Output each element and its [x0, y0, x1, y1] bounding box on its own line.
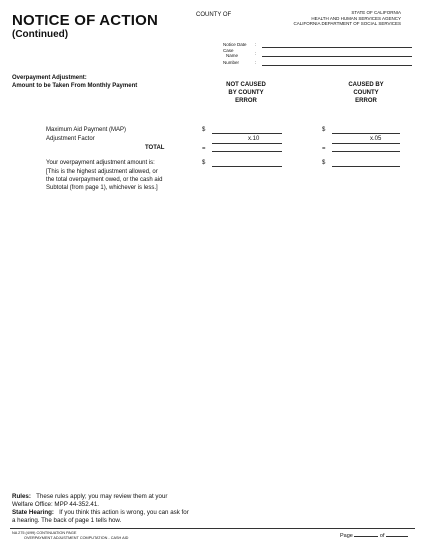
rules-line1	[12, 493, 212, 501]
rules-label: Rules:	[12, 493, 31, 500]
adjustment-note	[46, 168, 176, 192]
case-name-label: Name	[226, 53, 239, 58]
dollar-sign: $	[202, 127, 206, 133]
note-line3: Subtotal (from page 1), whichever is less.]	[46, 185, 158, 191]
page-total-field[interactable]	[386, 536, 408, 537]
overpayment-heading-line2: Amount to be Taken From Monthly Payment	[12, 83, 138, 89]
equals-sign: =	[202, 146, 206, 152]
notice-date-field[interactable]	[262, 47, 412, 48]
footer-divider	[10, 528, 415, 529]
caused-line1: CAUSED BY	[348, 82, 384, 88]
map-col2-field[interactable]	[332, 133, 400, 134]
adjustment-factor-label: Adjustment Factor	[46, 136, 95, 142]
page-counter	[340, 533, 408, 539]
county-label: COUNTY OF	[196, 12, 232, 18]
caused-line3: ERROR	[355, 98, 377, 104]
factor-col1-value: x.10	[248, 136, 260, 142]
form-subtitle: (Continued)	[12, 29, 69, 40]
caused-heading	[331, 81, 401, 105]
not-caused-heading	[211, 81, 281, 105]
hearing-label: State Hearing:	[12, 509, 54, 516]
case-name-field[interactable]	[262, 56, 412, 57]
not-caused-line2: BY COUNTY	[228, 90, 264, 96]
notice-date-label: Notice Date	[223, 42, 247, 47]
number-field[interactable]	[262, 65, 412, 66]
rules-line2: Welfare Office: MPP 44-352.41.	[12, 501, 100, 508]
dollar-sign: $	[322, 127, 326, 133]
map-col1-field[interactable]	[212, 133, 282, 134]
total-col2-field[interactable]	[332, 151, 400, 152]
overpayment-heading-line1: Overpayment Adjustment:	[12, 75, 87, 81]
factor-col2-value: x.05	[370, 136, 382, 142]
form-id: NA 275 (4/99) CONTINUATION PAGE	[12, 531, 77, 535]
colon: :	[255, 42, 257, 47]
number-label: Number	[223, 60, 240, 65]
rules-text: These rules apply; you may review them at your	[36, 493, 168, 500]
not-caused-line3: ERROR	[235, 98, 257, 104]
agency-line-state: STATE OF CALIFORNIA	[351, 10, 401, 15]
note-line2: the total overpayment owed, or the cash aid	[46, 177, 163, 183]
dollar-sign: $	[202, 160, 206, 166]
agency-line-hhs: HEALTH AND HUMAN SERVICES AGENCY	[311, 15, 401, 21]
overpayment-heading	[12, 74, 137, 90]
note-line1: [This is the highest adjustment allowed, or	[46, 169, 158, 175]
not-caused-line1: NOT CAUSED	[226, 82, 266, 88]
equals-sign: =	[322, 146, 326, 152]
total-label: TOTAL	[145, 145, 165, 151]
total-col1-field[interactable]	[212, 151, 282, 152]
colon: :	[255, 60, 257, 65]
dollar-sign: $	[322, 160, 326, 166]
hearing-text: If you think this action is wrong, you can ask for	[59, 509, 189, 516]
colon: :	[255, 51, 257, 56]
page-number-field[interactable]	[354, 536, 378, 537]
map-label: Maximum Aid Payment (MAP)	[46, 127, 127, 133]
case-label: Case	[223, 48, 234, 53]
of-label: of	[379, 533, 385, 539]
agency-line-cdss: CALIFORNIA DEPARTMENT OF SOCIAL SERVICES	[293, 21, 401, 26]
amount-col2-field[interactable]	[332, 166, 400, 167]
factor-col2-line	[332, 143, 400, 144]
form-footer	[12, 531, 128, 540]
page-label: Page	[340, 533, 353, 539]
form-description: OVERPAYMENT ADJUSTMENT COMPUTATION - CASH AID	[24, 535, 129, 540]
hearing-line2: a hearing. The back of page 1 tells how.	[12, 517, 122, 524]
overpayment-amount-label: Your overpayment adjustment amount is:	[46, 160, 155, 166]
amount-col1-field[interactable]	[212, 166, 282, 167]
factor-col1-line	[212, 143, 282, 144]
caused-line2: COUNTY	[353, 90, 379, 96]
rules-section	[12, 493, 212, 525]
form-title: NOTICE OF ACTION	[12, 12, 158, 29]
agency-block	[293, 10, 401, 27]
hearing-line1	[12, 509, 212, 517]
